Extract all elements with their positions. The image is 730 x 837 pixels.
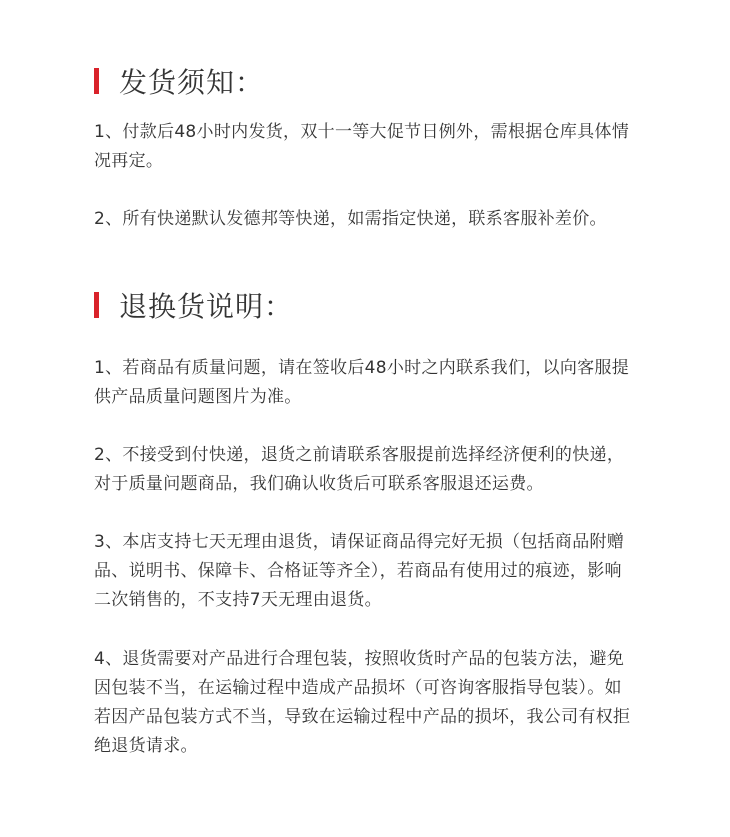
returns-item-3: 3、本店支持七天无理由退货，请保证商品得完好无损（包括商品附赠品、说明书、保障卡、合格证等齐全），若商品有使用过的痕迹，影响二次销售的，不支持7天无理由退货。 [94, 532, 625, 610]
shipping-item-1: 1、付款后48小时内发货，双十一等大促节日例外，需根据仓库具体情况再定。 [94, 122, 630, 171]
returns-item-1: 1、若商品有质量问题，请在签收后48小时之内联系我们，以向客服提供产品质量问题图片为准。 [94, 358, 630, 407]
shipping-item-2: 2、所有快递默认发德邦等快递，如需指定快递，联系客服补差价。 [94, 209, 607, 229]
shipping-section-heading [94, 64, 264, 98]
returns-title: 退换货说明： [119, 290, 294, 323]
shipping-title: 发货须知： [119, 66, 265, 99]
returns-section-heading [94, 288, 293, 322]
returns-item-2: 2、不接受到付快递，退货之前请联系客服提前选择经济便利的快递，对于质量问题商品，我们确认收货后可联系客服退还运费。 [94, 445, 625, 494]
returns-item-4: 4、退货需要对产品进行合理包装，按照收货时产品的包装方法，避免因包装不当，在运输过程中造成产品损坏（可咨询客服指导包装）。如若因产品包装方式不当，导致在运输过程中产品的损坏，我公司有权拒绝退货请求。 [94, 649, 631, 756]
heading-accent-bar [94, 68, 99, 94]
heading-accent-bar [94, 292, 99, 318]
